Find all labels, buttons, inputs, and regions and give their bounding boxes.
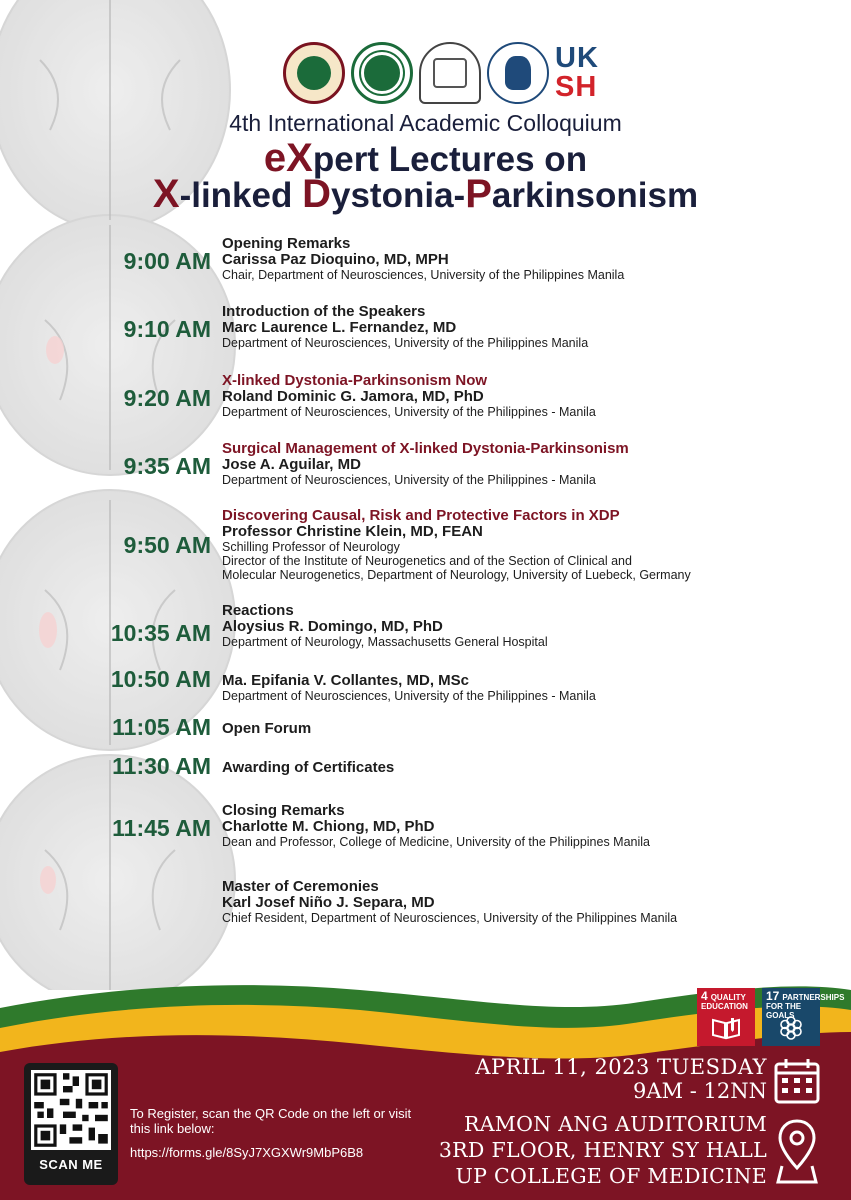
speaker-name: Professor Christine Klein, MD, FEAN	[222, 523, 483, 540]
speaker-affiliation: Schilling Professor of Neurology	[222, 540, 400, 554]
session-title: X-linked Dystonia-Parkinsonism Now	[222, 372, 488, 389]
neurosciences-seal-icon	[419, 42, 481, 104]
venue-line-2: 3RD FLOOR, HENRY SY HALL	[438, 1138, 767, 1162]
location-pin-icon	[776, 1118, 818, 1186]
session-title: Awarding of Certificates	[222, 759, 395, 776]
schedule-time: 9:50 AM	[123, 532, 211, 558]
title-line-1: eXpert Lectures on	[263, 136, 588, 180]
venue-line-1: RAMON ANG AUDITORIUM	[463, 1112, 767, 1136]
uksh-logo: UK SH	[555, 42, 599, 103]
speaker-affiliation: Molecular Neurogenetics, Department of Neurology, University of Luebeck, Germany	[222, 568, 691, 582]
schedule-info	[222, 236, 842, 282]
speaker-name: Aloysius R. Domingo, MD, PhD	[222, 618, 443, 635]
venue-line-3: UP COLLEGE OF MEDICINE	[455, 1164, 767, 1188]
speaker-name: Marc Laurence L. Fernandez, MD	[222, 319, 457, 336]
session-title: Discovering Causal, Risk and Protective Factors in XDP	[222, 507, 620, 524]
schedule-info	[222, 441, 842, 487]
sdg-quality-education-badge: 4 QUALITY EDUCATION	[697, 988, 755, 1046]
speaker-affiliation: Department of Neurology, Massachusetts General Hospital	[222, 635, 548, 649]
qr-code-icon	[31, 1070, 111, 1150]
speaker-name: Roland Dominic G. Jamora, MD, PhD	[222, 388, 484, 405]
schedule-time: 11:45 AM	[112, 815, 211, 841]
schedule-info	[222, 721, 842, 737]
flower-icon	[776, 1016, 806, 1040]
speaker-name: Ma. Epifania V. Collantes, MD, MSc	[222, 672, 470, 689]
speaker-affiliation: Chair, Department of Neurosciences, University of the Philippines Manila	[222, 268, 625, 282]
speaker-affiliation: Department of Neurosciences, University of the Philippines Manila	[222, 336, 589, 350]
speaker-affiliation: Dean and Professor, College of Medicine, University of the Philippines Manila	[222, 835, 651, 849]
event-date: APRIL 11, 2023 TUESDAY	[475, 1055, 767, 1079]
luebeck-seal-icon	[487, 42, 549, 104]
schedule-info	[222, 373, 842, 419]
schedule-info	[222, 879, 842, 925]
schedule-info	[222, 803, 842, 849]
session-title: Master of Ceremonies	[222, 878, 379, 895]
logo-row	[283, 40, 611, 106]
schedule-time: 9:35 AM	[123, 453, 211, 479]
schedule-time: 10:50 AM	[110, 666, 211, 692]
schedule-info	[222, 304, 842, 350]
calendar-icon	[773, 1057, 821, 1105]
qr-code-box[interactable]	[24, 1063, 118, 1185]
schedule-time: 9:00 AM	[123, 248, 211, 274]
speaker-name: Charlotte M. Chiong, MD, PhD	[222, 818, 435, 835]
qr-code[interactable]	[31, 1070, 111, 1150]
register-instructions: To Register, scan the QR Code on the left or visit this link below:	[130, 1106, 412, 1136]
schedule-info	[222, 508, 842, 582]
schedule-time: 9:20 AM	[123, 385, 211, 411]
speaker-name: Karl Josef Niño J. Separa, MD	[222, 894, 435, 911]
speaker-name: Jose A. Aguilar, MD	[222, 456, 361, 473]
book-icon	[711, 1016, 741, 1040]
title-line-2: X-linked Dystonia-Parkinsonism	[152, 172, 699, 216]
schedule-info	[222, 760, 842, 776]
schedule-info	[222, 673, 842, 703]
speaker-affiliation: Chief Resident, Department of Neurosciences, University of the Philippines Manila	[222, 911, 678, 925]
schedule-time: 10:35 AM	[110, 620, 211, 646]
session-title: Introduction of the Speakers	[222, 303, 426, 320]
scan-me-label: SCAN ME	[39, 1157, 103, 1172]
session-title: Surgical Management of X-linked Dystonia-Parkinsonism	[222, 440, 629, 457]
session-title: Opening Remarks	[222, 235, 351, 252]
speaker-affiliation: Director of the Institute of Neurogenetics and of the Section of Clinical and	[222, 554, 632, 568]
schedule-time: 11:30 AM	[112, 753, 211, 779]
speaker-affiliation: Department of Neurosciences, University of the Philippines - Manila	[222, 689, 596, 703]
registration-link[interactable]: https://forms.gle/8SyJ7XGXWr9MbP6B8	[130, 1145, 364, 1160]
upm-seal-icon	[351, 42, 413, 104]
schedule-time: 9:10 AM	[123, 316, 211, 342]
up-seal-icon	[283, 42, 345, 104]
session-title: Closing Remarks	[222, 802, 345, 819]
schedule-info	[222, 603, 842, 649]
speaker-name: Carissa Paz Dioquino, MD, MPH	[222, 251, 449, 268]
speaker-affiliation: Department of Neurosciences, University of the Philippines - Manila	[222, 405, 596, 419]
speaker-affiliation: Department of Neurosciences, University of the Philippines - Manila	[222, 473, 596, 487]
session-title: Open Forum	[222, 720, 312, 737]
colloquium-subtitle: 4th International Academic Colloquium	[229, 110, 622, 136]
event-time: 9AM - 12NN	[633, 1079, 767, 1103]
schedule-time: 11:05 AM	[112, 714, 211, 740]
session-title: Reactions	[222, 602, 294, 619]
sdg-partnerships-badge: 17 PARTNERSHIPS FOR THE GOALS	[762, 988, 820, 1046]
